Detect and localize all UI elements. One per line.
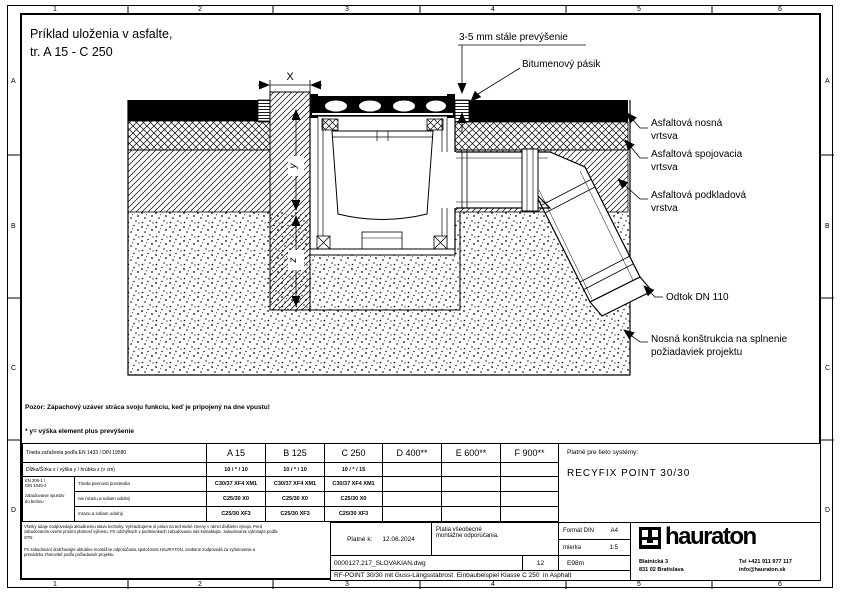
layer-label-2 <box>651 148 742 174</box>
load-table-header-label: Trieda zaťaženia podľa EN 1433 / DIN 19580 <box>22 443 207 463</box>
concrete-row2-e600 <box>441 491 501 507</box>
concrete-row1-f900 <box>500 476 559 492</box>
dim-label-y: y <box>288 163 299 169</box>
layer-label-1-line2: vrtsva <box>651 131 678 142</box>
warning-note: Pozor: Zápachový uzáver stráca svoju funkciu, keď je pripojený na dne vpustu! <box>25 404 270 411</box>
frame-col-label: 3 <box>345 6 349 13</box>
concrete-spec-l4: do betónu <box>25 498 44 504</box>
concrete-spec-l3: zabudovanie vpustov <box>25 493 65 499</box>
dim-label-x: X <box>286 71 294 83</box>
concrete-row2-b125: C25/30 X0 <box>265 491 325 507</box>
class-f900: F 900** <box>500 443 559 463</box>
frame-col-label: 5 <box>637 581 641 588</box>
concrete-row3-b125: C25/30 XF3 <box>265 506 325 522</box>
outlet-label: Odtok DN 110 <box>666 292 729 303</box>
address-line1: Blatnická 3 <box>639 559 669 565</box>
dims-d400 <box>382 462 442 477</box>
frame-col-label: 6 <box>778 6 782 13</box>
dims-row-label: Dĺžka/Šírka x / výška y / hrúbka z (v cm) <box>22 462 207 477</box>
concrete-row3-label: mrazu a soliam odolný <box>74 506 207 522</box>
point-drain-unit <box>310 94 456 255</box>
layer-label-3 <box>651 189 746 215</box>
drain-sump <box>362 232 402 249</box>
scale-label: mierka <box>563 544 582 551</box>
format-value: A4 <box>610 528 618 534</box>
frame-col-label: 1 <box>53 581 57 588</box>
concrete-spec-l2: DIN 1045-2 <box>25 483 47 489</box>
scale-cell <box>558 539 631 556</box>
general-note-l1: Platia všeobecné <box>436 527 482 533</box>
layer-label-2-line1: Asfaltová spojovacia <box>651 149 743 160</box>
concrete-row3-f900 <box>500 506 559 522</box>
valid-date-cell <box>330 522 432 556</box>
layer-label-2-line2: vrtsva <box>651 162 678 173</box>
frame-row-label: C <box>825 365 831 372</box>
frame-row-label: C <box>11 365 17 372</box>
dims-e600 <box>441 462 501 477</box>
concrete-spec-l1: EN 206-1 / <box>25 478 46 483</box>
frame-row-label: B <box>11 223 16 230</box>
valid-date-value: 12.06.2024 <box>382 535 415 543</box>
dims-f900 <box>500 462 559 477</box>
base-structure-label-line2: požiadaviek projektu <box>651 347 743 358</box>
sediment-bucket <box>332 131 433 220</box>
valid-date-label: Platné k: <box>347 535 373 543</box>
concrete-row3-d400 <box>382 506 442 522</box>
general-note-l2: montážne odporúčania. <box>436 533 499 539</box>
format-label: Formát DIN <box>563 528 595 534</box>
concrete-row2-f900 <box>500 491 559 507</box>
manufacturer-address <box>639 559 684 574</box>
class-c250: C 250 <box>324 443 383 463</box>
base-structure-label <box>651 333 787 359</box>
cast-grating <box>310 94 455 118</box>
page-title-line1: Príklad uloženia v asfalte, <box>30 27 173 41</box>
hauraton-logo-icon <box>639 527 661 549</box>
address-line2: 831 02 Bratislava <box>639 566 684 573</box>
class-b125: B 125 <box>265 443 325 463</box>
dims-b125: 10 / * / 10 <box>265 462 325 477</box>
concrete-row1-c250: C30/37 XF4 XM1 <box>324 476 383 492</box>
frame-col-label: 5 <box>637 6 641 13</box>
layer-label-3-line1: Asfaltová podkladová <box>651 190 747 201</box>
disclaimer-1-l2: zabudovaním overte prosím platnosť výkresu. Pri odchýlkach v podmienkach zabudovania nás kontaktujte, zabudovanie vykonajte podľa <box>24 529 278 535</box>
concrete-row1-label: Trieda pevnosti prostredia <box>74 476 207 492</box>
concrete-row1-e600 <box>441 476 501 492</box>
class-e600: E 600** <box>441 443 501 463</box>
email-line: info@hauraton.sk <box>739 566 786 573</box>
manufacturer-block <box>630 522 821 581</box>
layer-label-3-line2: vrstva <box>651 203 678 214</box>
code-cell: E98m <box>558 555 631 571</box>
concrete-row3-e600 <box>441 506 501 522</box>
file-name-cell: 0000127.217_SLOVAKIAN.dwg <box>330 555 523 571</box>
brand-wordmark: hauraton <box>665 523 756 550</box>
drawing-title-cell: RF-POINT 30/30 mit Guss-Längsstabrost Einbaubeispiel Klasse C 250 in Asphalt <box>330 570 631 581</box>
footnote-y: * y= výška element plus prevýšenie <box>25 428 134 435</box>
concrete-surround <box>270 92 310 310</box>
dims-c250: 10 / * / 15 <box>324 462 383 477</box>
format-cell <box>558 522 631 540</box>
disclaimer-2-l1: Pri zabudovaní dodržiavajte aktuálne montážne odporúčania spoločnosti HAURATON, osobitne zodpovedá za vyhotovenie a <box>24 547 256 552</box>
frame-col-label: 4 <box>491 581 495 588</box>
asphalt-layers-left <box>128 100 270 212</box>
frame-row-label: A <box>825 78 830 85</box>
scale-value: 1:5 <box>609 544 618 551</box>
concrete-row2-d400 <box>382 491 442 507</box>
bitumen-leader <box>471 68 520 101</box>
class-d400: D 400** <box>382 443 442 463</box>
frame-col-label: 6 <box>778 581 782 588</box>
frame-col-label: 3 <box>345 581 349 588</box>
sheet-number-cell: 12 <box>522 555 559 571</box>
concrete-row1-a15: C30/37 XF4 XM1 <box>206 476 266 492</box>
bitumen-strip-left <box>258 100 270 122</box>
disclaimer-2-l2: prevádzku zhotoviteľ podľa požiadaviek projektu. <box>24 552 115 558</box>
system-name: RECYFIX POINT 30/30 <box>567 468 691 479</box>
bitumen-label: Bitumenový pásik <box>522 59 601 70</box>
class-a15: A 15 <box>206 443 266 463</box>
concrete-row3-c250: C25/30 XF3 <box>324 506 383 522</box>
systems-panel-caption: Platné pre tieto systémy: <box>567 449 639 456</box>
frame-col-label: 2 <box>198 6 202 13</box>
disclaimer-1-l1: Všetky údaje zodpovedajú aktuálnemu stavu techniky. Vyhradzujeme si právo na technické zmeny v rámci ďalšieho vývoja. Pred <box>24 524 262 529</box>
dim-label-z: z <box>288 257 299 263</box>
concrete-spec-label <box>22 476 75 522</box>
frame-col-label: 4 <box>491 6 495 13</box>
systems-panel <box>558 443 821 523</box>
concrete-row3-a15: C25/30 XF3 <box>206 506 266 522</box>
frame-row-label: A <box>11 78 16 85</box>
disclaimer-paragraph-1 <box>24 524 278 540</box>
phone-line: Tel +421 911 977 117 <box>739 559 792 565</box>
dims-a15: 10 / * / 10 <box>206 462 266 477</box>
concrete-row1-b125: C30/37 XF4 XM1 <box>265 476 325 492</box>
frame-row-label: B <box>825 223 830 230</box>
frame-col-label: 1 <box>53 6 57 13</box>
concrete-row2-c250: C25/30 X0 <box>324 491 383 507</box>
disclaimer-1-l3: STN. <box>24 534 34 540</box>
disclaimer-paragraph-2 <box>24 547 255 558</box>
concrete-row1-d400 <box>382 476 442 492</box>
concrete-row2-a15: C25/30 X0 <box>206 491 266 507</box>
concrete-row2-label: nie mrazu a soliam odolný <box>74 491 207 507</box>
frame-row-label: D <box>11 507 17 514</box>
layer-label-1-line1: Asfaltová nosná <box>651 118 723 129</box>
page-title-line2: tr. A 15 - C 250 <box>30 45 113 59</box>
layer-label-1 <box>651 117 722 143</box>
general-note-cell <box>431 522 559 556</box>
base-structure-label-line1: Nosná konštrukcia na splnenie <box>651 334 788 345</box>
frame-col-label: 2 <box>198 581 202 588</box>
overheight-label: 3-5 mm stále prevýšenie <box>459 32 568 43</box>
manufacturer-contact <box>739 559 792 574</box>
frame-row-label: D <box>825 507 831 514</box>
